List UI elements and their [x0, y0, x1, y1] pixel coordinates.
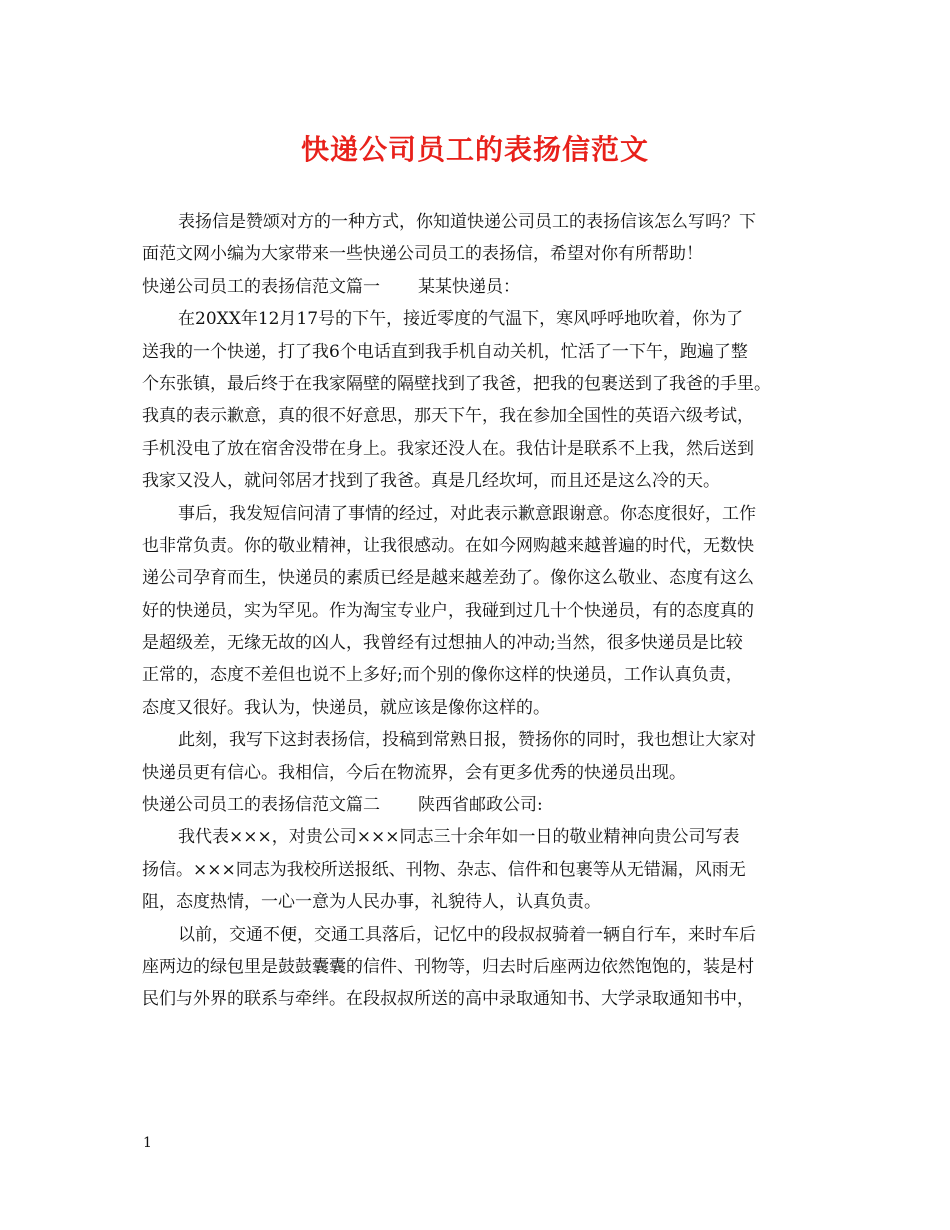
paragraph-line: 事后，我发短信问清了事情的经过，对此表示歉意跟谢意。你态度很好，工作 — [178, 503, 756, 524]
paragraph-line: 面范文网小编为大家带来一些快递公司员工的表扬信，希望对你有所帮助！ — [142, 244, 703, 265]
section-heading-2 — [142, 789, 812, 821]
paragraph-line: 扬信。×××同志为我校所送报纸、刊物、杂志、信件和包裹等从无错漏，风雨无 — [142, 859, 746, 880]
paragraph-line: 态度又很好。我认为，快递员，就应该是像你这样的。 — [142, 697, 550, 718]
document-title: 快递公司员工的表扬信范文 — [300, 133, 649, 166]
paragraph-line: 手机没电了放在宿舍没带在身上。我家还没人在。我估计是联系不上我，然后送到 — [142, 438, 754, 459]
paragraph-line: 好的快递员，实为罕见。作为淘宝专业户，我碰到过几十个快递员，有的态度真的 — [142, 600, 754, 621]
paragraph-line: 表扬信是赞颂对方的一种方式，你知道快递公司员工的表扬信该怎么写吗？下 — [178, 212, 756, 232]
document-body — [142, 206, 812, 1016]
paragraph-line: 我代表×××，对贵公司×××同志三十余年如一日的敬业精神向贵公司写表 — [178, 827, 740, 848]
section-heading-label: 快递公司员工的表扬信范文篇二 — [142, 795, 380, 816]
paragraph-line: 民们与外界的联系与牵绊。在段叔叔所送的高中录取通知书、大学录取通知书中， — [142, 989, 754, 1010]
paragraph-line: 在20XX年12月17号的下午，接近零度的气温下，寒风呼呼地吹着，你为了 — [178, 309, 744, 330]
paragraph-line: 此刻，我写下这封表扬信，投稿到常熟日报，赞扬你的同时，我也想让大家对 — [178, 730, 756, 751]
paragraph-line: 我家又没人，就问邻居才找到了我爸。真是几经坎坷，而且还是这么冷的天。 — [142, 471, 720, 492]
paragraph-line: 送我的一个快递，打了我6个电话直到我手机自动关机，忙活了一下午，跑遍了整 — [142, 341, 748, 362]
paragraph-line: 座两边的绿包里是鼓鼓囊囊的信件、刊物等，归去时后座两边依然饱饱的，装是村 — [142, 956, 754, 977]
paragraph-line: 也非常负责。你的敬业精神，让我很感动。在如今网购越来越普遍的时代，无数快 — [142, 535, 754, 556]
paragraph-line: 个东张镇，最后终于在我家隔壁的隔壁找到了我爸，把我的包裹送到了我爸的手里。 — [142, 373, 771, 394]
letter-recipient: 陕西省邮政公司: — [418, 795, 543, 816]
paragraph-line: 正常的，态度不差但也说不上多好;而个别的像你这样的快递员，工作认真负责， — [142, 665, 743, 686]
paragraph-line: 递公司孕育而生，快递员的素质已经是越来越差劲了。像你这么敬业、态度有这么 — [142, 568, 754, 589]
section-heading-1 — [142, 271, 812, 303]
page-number: 1 — [143, 1135, 152, 1151]
paragraph-line: 阻，态度热情，一心一意为人民办事，礼貌待人，认真负责。 — [142, 892, 601, 913]
section-heading-label: 快递公司员工的表扬信范文篇一 — [142, 276, 380, 297]
paragraph-line: 快递员更有信心。我相信，今后在物流界，会有更多优秀的快递员出现。 — [142, 762, 686, 783]
paragraph-line: 我真的表示歉意，真的很不好意思，那天下午，我在参加全国性的英语六级考试， — [142, 406, 754, 427]
letter-recipient: 某某快递员： — [418, 276, 520, 297]
paragraph-line: 以前，交通不便，交通工具落后，记忆中的段叔叔骑着一辆自行车，来时车后 — [178, 924, 756, 945]
paragraph-line: 是超级差，无缘无故的凶人，我曾经有过想抽人的冲动;当然，很多快递员是比较 — [142, 633, 743, 654]
